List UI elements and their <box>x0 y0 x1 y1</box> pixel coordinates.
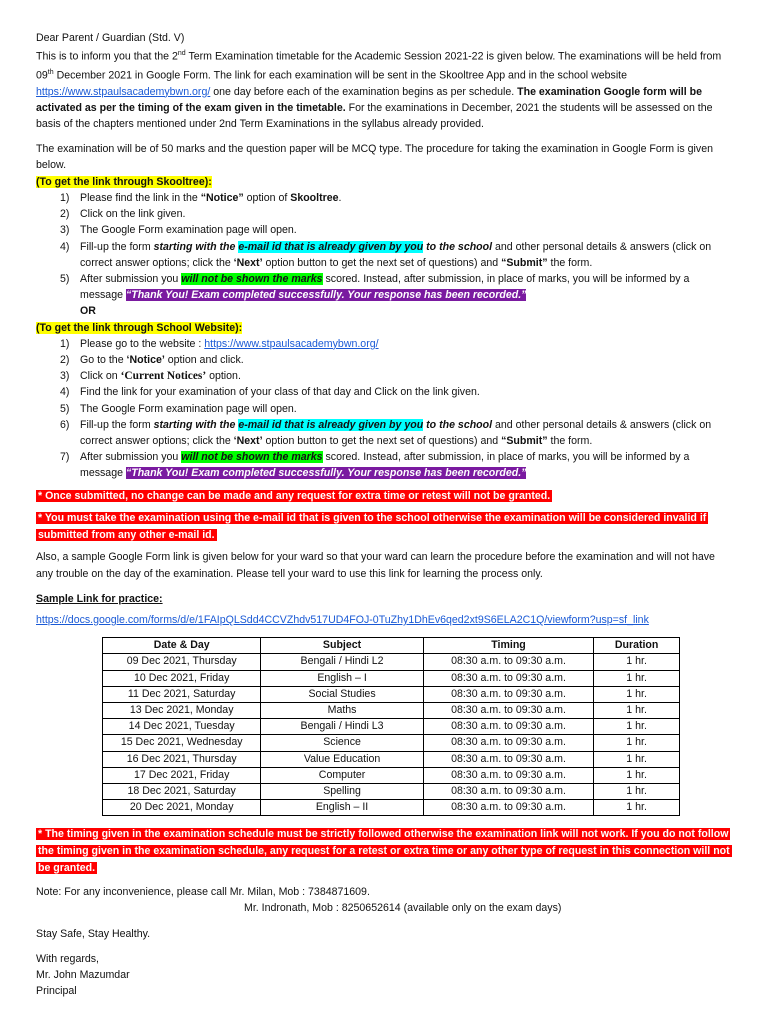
school-website-link[interactable]: https://www.stpaulsacademybwn.org/ <box>204 337 379 350</box>
list-item: 3) The Google Form examination page will open. <box>60 224 297 237</box>
intro-paragraph: This is to inform you that the 2nd Term Examination timetable for the Academic Session 2021-22 is given below. The examinations will be held from 09th December 2021 in Google Form. The link for each examination will be sent in the Skooltree App and in the school website https://www.stpaulsacademybwn.org/ one day before each of the examination begins as per schedule. The examination Google form will be activated as per the timing of the exam given in the timetable. For the examinations in December, 2021 the students will be assessed on the basis of the chapters mentioned under 2nd Term Examinations in the syllabus already provided. <box>36 50 722 131</box>
column-header: Subject <box>261 638 423 654</box>
list-item: 6) Fill-up the form starting with the e-mail id that is already given by you to the school and other personal details & answers (click on correct answer options; click the ‘Next’ option button to get the next set of questions) and “Submit” the form. <box>60 418 712 447</box>
website-heading: (To get the link through School Website): <box>36 321 243 334</box>
table-cell: 20 Dec 2021, Monday <box>103 800 261 816</box>
table-cell: 1 hr. <box>594 767 680 783</box>
list-item: 4) Fill-up the form starting with the e-mail id that is already given by you to the school and other personal details & answers (click on correct answer options; click the ‘Next’ option button to get the next set of questions) and “Submit” the form. <box>60 240 712 269</box>
table-row <box>103 702 680 718</box>
website-steps <box>36 336 734 482</box>
warning-no-change: * Once submitted, no change can be made and any request for extra time or retest will not be granted. <box>38 489 551 502</box>
table-cell: Computer <box>261 767 423 783</box>
table-cell: Spelling <box>261 783 423 799</box>
table-cell: 08:30 a.m. to 09:30 a.m. <box>423 751 593 767</box>
table-cell: 08:30 a.m. to 09:30 a.m. <box>423 702 593 718</box>
table-cell: 08:30 a.m. to 09:30 a.m. <box>423 800 593 816</box>
table-cell: 16 Dec 2021, Thursday <box>103 751 261 767</box>
table-row <box>103 735 680 751</box>
or-label: OR <box>80 305 96 318</box>
table-cell: 15 Dec 2021, Wednesday <box>103 735 261 751</box>
table-cell: Maths <box>261 702 423 718</box>
list-item: 1) Please find the link in the “Notice” option of Skooltree. <box>60 191 342 204</box>
warning-email-id: * You must take the examination using the e-mail id that is given to the school otherwise the examination will be considered invalid if submitted from any other e-mail id. <box>38 512 707 541</box>
table-cell: 17 Dec 2021, Friday <box>103 767 261 783</box>
table-cell: 08:30 a.m. to 09:30 a.m. <box>423 670 593 686</box>
list-item: 5) The Google Form examination page will open. <box>60 402 297 415</box>
table-cell: 13 Dec 2021, Monday <box>103 702 261 718</box>
table-cell: 18 Dec 2021, Saturday <box>103 783 261 799</box>
table-row <box>103 751 680 767</box>
table-cell: Value Education <box>261 751 423 767</box>
school-website-link[interactable]: https://www.stpaulsacademybwn.org/ <box>36 85 211 98</box>
table-cell: English – I <box>261 670 423 686</box>
skooltree-steps <box>36 190 734 303</box>
warning-timing: * The timing given in the examination schedule must be strictly followed otherwise the examination link will not work. If you do not follow the timing given in the examination schedule, any request for a retest or extra time or any other type of request in this connection will not be granted. <box>38 828 730 874</box>
list-item: 4) Find the link for your examination of your class of that day and Click on the link given. <box>60 386 480 399</box>
column-header: Duration <box>594 638 680 654</box>
table-row <box>103 686 680 702</box>
table-row <box>103 783 680 799</box>
table-cell: 08:30 a.m. to 09:30 a.m. <box>423 735 593 751</box>
list-item: 1) Please go to the website : https://www.stpaulsacademybwn.org/ <box>60 337 379 350</box>
list-item: 3) Click on ‘Current Notices’ option. <box>60 370 241 383</box>
table-cell: 1 hr. <box>594 751 680 767</box>
column-header: Date & Day <box>103 638 261 654</box>
table-cell: 14 Dec 2021, Tuesday <box>103 719 261 735</box>
exam-schedule-table <box>102 637 680 816</box>
table-row <box>103 654 680 670</box>
greeting: Dear Parent / Guardian (Std. V) <box>36 32 185 44</box>
list-item: 7) After submission you will not be shown the marks scored. Instead, after submission, in place of marks, you will be informed by a message “Thank You! Exam completed successfully. Your response has been recorded.” <box>60 451 690 480</box>
table-cell: Bengali / Hindi L2 <box>261 654 423 670</box>
column-header: Timing <box>423 638 593 654</box>
principal-title: Principal <box>36 985 77 998</box>
table-cell: 1 hr. <box>594 670 680 686</box>
sample-heading: Sample Link for practice: <box>36 592 163 605</box>
stay-safe: Stay Safe, Stay Healthy. <box>36 927 151 940</box>
list-item: 2) Go to the ‘Notice’ option and click. <box>60 353 244 366</box>
note-line: Mr. Indronath, Mob : 8250652614 (available only on the exam days) <box>244 902 562 915</box>
table-cell: 08:30 a.m. to 09:30 a.m. <box>423 686 593 702</box>
table-cell: 08:30 a.m. to 09:30 a.m. <box>423 719 593 735</box>
table-cell: 1 hr. <box>594 702 680 718</box>
table-cell: English – II <box>261 800 423 816</box>
table-cell: 1 hr. <box>594 719 680 735</box>
activation-note: The examination Google form will be activated as per the timing of the exam given in the timetable. <box>36 85 702 114</box>
table-cell: 1 hr. <box>594 800 680 816</box>
table-cell: 08:30 a.m. to 09:30 a.m. <box>423 783 593 799</box>
table-cell: 08:30 a.m. to 09:30 a.m. <box>423 767 593 783</box>
exam-info: The examination will be of 50 marks and the question paper will be MCQ type. The procedure for taking the examination in Google Form is given below. <box>36 143 713 172</box>
table-cell: 09 Dec 2021, Thursday <box>103 654 261 670</box>
sample-form-link[interactable]: https://docs.google.com/forms/d/e/1FAIpQLSdd4CCVZhdv517UD4FOJ-0TuZhy1DhEv6qed2xt9S6ELA2C1Q/viewform?usp=sf_link <box>36 613 649 626</box>
table-cell: Bengali / Hindi L3 <box>261 719 423 735</box>
sample-info: Also, a sample Google Form link is given below for your ward so that your ward can learn the procedure before the examination and will not have any trouble on the day of the examination. Please tell your ward to use this link for learning the process only. <box>36 551 715 580</box>
principal-name: Mr. John Mazumdar <box>36 968 130 981</box>
table-row <box>103 719 680 735</box>
table-cell: 11 Dec 2021, Saturday <box>103 686 261 702</box>
table-row <box>103 670 680 686</box>
table-cell: Science <box>261 735 423 751</box>
table-cell: 08:30 a.m. to 09:30 a.m. <box>423 654 593 670</box>
table-cell: Social Studies <box>261 686 423 702</box>
signoff-line: With regards, <box>36 952 99 965</box>
table-cell: 1 hr. <box>594 686 680 702</box>
table-row <box>103 767 680 783</box>
table-cell: 1 hr. <box>594 735 680 751</box>
list-item: 5) After submission you will not be shown the marks scored. Instead, after submission, in place of marks, you will be informed by a message “Thank You! Exam completed successfully. Your response has been recorded.” <box>60 272 690 302</box>
table-cell: 10 Dec 2021, Friday <box>103 670 261 686</box>
table-cell: 1 hr. <box>594 654 680 670</box>
skooltree-heading: (To get the link through Skooltree): <box>36 175 212 188</box>
table-row <box>103 800 680 816</box>
note-line: Note: For any inconvenience, please call Mr. Milan, Mob : 7384871609. <box>36 886 370 899</box>
list-item: 2) Click on the link given. <box>60 208 186 221</box>
table-cell: 1 hr. <box>594 783 680 799</box>
table-header-row <box>103 638 680 654</box>
